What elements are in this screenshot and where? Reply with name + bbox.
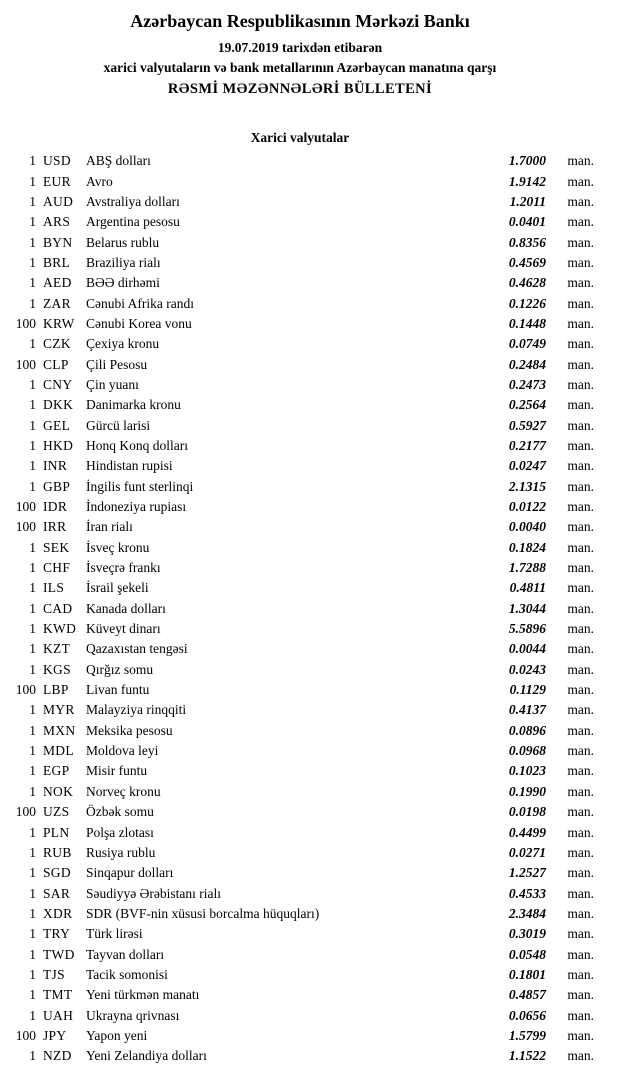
table-row [6,314,594,334]
row-currency-code: TRY [43,926,71,942]
row-rate-value: 1.9142 [508,173,546,189]
row-currency-code: NZD [43,1048,72,1064]
row-currency-name: Norveç kronu [86,783,161,799]
row-currency-code: SAR [43,885,71,901]
row-quantity: 1 [29,824,36,840]
row-unit-label: man. [567,193,594,209]
row-currency-name: Gürcü larisi [86,417,151,433]
row-unit-label: man. [567,580,594,596]
effective-date: 19.07.2019 tarixdən etibarən [217,40,383,55]
table-row [6,171,594,191]
row-unit-label: man. [567,987,594,1003]
row-currency-code: BYN [43,234,73,250]
row-quantity: 1 [29,153,36,169]
row-unit-label: man. [567,458,594,474]
row-rate-value: 1.3044 [508,600,546,616]
row-unit-label: man. [567,682,594,698]
row-rate-value: 1.2527 [508,865,546,881]
row-unit-label: man. [567,661,594,677]
row-rate-value: 0.0401 [508,214,546,230]
row-unit-label: man. [567,621,594,637]
row-currency-name: Yapon yeni [86,1027,148,1043]
row-currency-code: SGD [43,865,71,881]
row-unit-label: man. [567,437,594,453]
row-rate-value: 0.0656 [508,1007,546,1023]
row-currency-code: MYR [43,702,75,718]
row-unit-label: man. [567,702,594,718]
row-unit-label: man. [567,824,594,840]
row-currency-name: Çexiya kronu [86,336,160,352]
row-currency-name: Argentina pesosu [86,214,180,230]
bulletin-subtitle: xarici valyutaların və bank metallarının Azərbaycan manatına qarşı [103,60,497,75]
row-currency-code: XDR [43,905,73,921]
table-row [6,639,594,659]
table-row [6,863,594,883]
row-unit-label: man. [567,905,594,921]
row-unit-label: man. [567,397,594,413]
row-quantity: 1 [29,722,36,738]
table-row [6,232,594,252]
row-rate-value: 0.2177 [508,437,546,453]
row-unit-label: man. [567,926,594,942]
row-quantity: 1 [29,926,36,942]
row-rate-value: 0.0040 [508,519,546,535]
row-rate-value: 0.0271 [508,844,546,860]
row-unit-label: man. [567,1048,594,1064]
table-row [6,253,594,273]
row-currency-code: RUB [43,844,72,860]
row-quantity: 1 [29,234,36,250]
table-row [6,436,594,456]
table-row [6,1005,594,1025]
row-currency-name: ABŞ dolları [86,153,151,169]
bulletin-title: RƏSMİ MƏZƏNNƏLƏRİ BÜLLETENİ [167,81,433,97]
table-row [6,660,594,680]
table-row [6,680,594,700]
table-row [6,883,594,903]
row-quantity: 100 [15,682,36,698]
row-quantity: 1 [29,458,36,474]
row-currency-name: Polşa zlotası [86,824,154,840]
row-unit-label: man. [567,519,594,535]
row-currency-code: EUR [43,173,71,189]
row-quantity: 1 [29,580,36,596]
row-quantity: 1 [29,702,36,718]
row-rate-value: 0.4569 [508,254,546,270]
row-currency-name: Avro [86,173,113,189]
table-row [6,843,594,863]
row-currency-code: ZAR [43,295,71,311]
row-quantity: 1 [29,275,36,291]
table-row [6,334,594,354]
row-quantity: 1 [29,193,36,209]
row-rate-value: 1.7288 [508,560,546,576]
row-currency-code: IRR [43,519,67,535]
row-unit-label: man. [567,315,594,331]
table-row [6,558,594,578]
row-unit-label: man. [567,214,594,230]
row-unit-label: man. [567,722,594,738]
row-quantity: 1 [29,336,36,352]
row-rate-value: 0.4811 [509,580,546,596]
row-quantity: 1 [29,885,36,901]
row-currency-code: CHF [43,560,71,576]
row-quantity: 100 [15,1027,36,1043]
row-currency-code: DKK [43,397,74,413]
row-quantity: 1 [29,844,36,860]
section-title: Xarici valyutalar [250,130,350,145]
row-currency-name: İran rialı [86,519,133,535]
row-rate-value: 0.1448 [508,315,546,331]
row-currency-name: Hindistan rupisi [86,458,173,474]
row-currency-code: UZS [43,804,70,820]
row-currency-name: İndoneziya rupiası [86,499,187,515]
table-row [6,924,594,944]
row-unit-label: man. [567,743,594,759]
row-quantity: 1 [29,397,36,413]
table-row [6,985,594,1005]
row-currency-code: EGP [43,763,70,779]
row-unit-label: man. [567,254,594,270]
row-currency-code: GEL [43,417,71,433]
row-currency-name: Ukrayna qrivnası [86,1007,180,1023]
row-currency-name: Moldova leyi [86,743,159,759]
row-currency-code: CZK [43,336,71,352]
row-unit-label: man. [567,966,594,982]
row-rate-value: 2.1315 [508,478,546,494]
row-rate-value: 1.1522 [508,1048,546,1064]
table-row [6,741,594,761]
row-currency-code: KRW [43,315,75,331]
row-rate-value: 0.2484 [508,356,546,372]
row-unit-label: man. [567,478,594,494]
row-currency-code: HKD [43,437,74,453]
row-rate-value: 0.1990 [508,783,546,799]
row-currency-name: Çin yuanı [86,376,139,392]
table-row [6,538,594,558]
row-quantity: 1 [29,1048,36,1064]
row-currency-name: Yeni Zelandiya dolları [86,1048,207,1064]
row-currency-code: LBP [43,682,69,698]
row-currency-code: AED [43,275,72,291]
row-rate-value: 1.2011 [509,193,546,209]
row-currency-code: INR [43,458,68,474]
row-currency-code: PLN [43,824,70,840]
row-currency-code: KWD [43,621,77,637]
row-rate-value: 0.2473 [508,376,546,392]
table-row [6,273,594,293]
row-rate-value: 0.4499 [508,824,546,840]
table-row [6,761,594,781]
row-currency-name: Cənubi Korea vonu [86,315,192,331]
table-row [6,517,594,537]
table-row [6,354,594,374]
row-rate-value: 0.1801 [508,966,546,982]
table-row [6,456,594,476]
row-currency-code: ILS [43,580,65,596]
row-unit-label: man. [567,1007,594,1023]
row-unit-label: man. [567,946,594,962]
row-unit-label: man. [567,173,594,189]
row-rate-value: 0.1023 [508,763,546,779]
row-quantity: 1 [29,966,36,982]
rates-table [6,151,594,1066]
row-currency-code: USD [43,153,71,169]
row-rate-value: 0.0968 [508,743,546,759]
row-quantity: 100 [15,519,36,535]
row-currency-name: Tayvan dolları [86,946,165,962]
row-currency-name: Livan funtu [86,682,150,698]
table-row [6,700,594,720]
row-quantity: 1 [29,478,36,494]
table-row [6,395,594,415]
row-quantity: 1 [29,376,36,392]
row-currency-code: TJS [43,966,65,982]
row-unit-label: man. [567,804,594,820]
row-currency-name: Çili Pesosu [86,356,148,372]
row-rate-value: 0.4137 [508,702,546,718]
row-unit-label: man. [567,763,594,779]
row-currency-name: BƏƏ dirhəmi [86,275,160,291]
row-currency-code: KZT [43,641,71,657]
row-rate-value: 0.0749 [508,336,546,352]
table-row [6,822,594,842]
page-title: Azərbaycan Respublikasının Mərkəzi Bankı [130,11,470,31]
row-currency-name: Honq Konq dolları [86,437,188,453]
table-row [6,904,594,924]
row-quantity: 1 [29,661,36,677]
table-row [6,578,594,598]
table-row [6,802,594,822]
table-row [6,415,594,435]
table-row [6,782,594,802]
row-unit-label: man. [567,560,594,576]
row-currency-code: ARS [43,214,71,230]
row-rate-value: 0.1824 [508,539,546,555]
row-currency-code: TWD [43,946,75,962]
row-currency-name: İngilis funt sterlinqi [86,478,194,494]
row-unit-label: man. [567,885,594,901]
row-currency-code: GBP [43,478,71,494]
row-currency-name: Belarus rublu [86,234,160,250]
row-quantity: 1 [29,417,36,433]
row-unit-label: man. [567,600,594,616]
row-unit-label: man. [567,356,594,372]
row-rate-value: 0.1129 [509,682,546,698]
row-unit-label: man. [567,336,594,352]
row-quantity: 1 [29,173,36,189]
row-rate-value: 1.5799 [508,1027,546,1043]
row-rate-value: 0.4628 [508,275,546,291]
table-row [6,192,594,212]
row-currency-code: SEK [43,539,70,555]
table-row [6,212,594,232]
row-currency-name: Malayziya rinqqiti [86,702,187,718]
row-unit-label: man. [567,783,594,799]
row-currency-name: Özbək somu [86,804,154,820]
row-currency-name: Türk lirəsi [86,926,143,942]
row-unit-label: man. [567,153,594,169]
row-currency-code: JPY [43,1027,67,1043]
table-row [6,619,594,639]
row-rate-value: 0.1226 [508,295,546,311]
row-currency-name: Sinqapur dolları [86,865,174,881]
row-currency-name: Küveyt dinarı [86,621,161,637]
row-quantity: 1 [29,621,36,637]
row-currency-code: BRL [43,254,71,270]
table-row [6,599,594,619]
row-currency-name: Danimarka kronu [86,397,181,413]
row-currency-name: İsveçrə frankı [86,560,161,576]
row-quantity: 1 [29,560,36,576]
row-currency-name: Səudiyyə Ərəbistanı rialı [86,885,221,901]
table-row [6,375,594,395]
row-unit-label: man. [567,234,594,250]
row-rate-value: 0.0896 [508,722,546,738]
row-rate-value: 2.3484 [508,905,546,921]
row-currency-code: UAH [43,1007,74,1023]
row-unit-label: man. [567,844,594,860]
row-unit-label: man. [567,641,594,657]
row-unit-label: man. [567,865,594,881]
row-quantity: 100 [15,499,36,515]
row-quantity: 1 [29,214,36,230]
row-currency-code: IDR [43,499,68,515]
row-quantity: 1 [29,1007,36,1023]
row-rate-value: 0.0243 [508,661,546,677]
row-currency-code: CLP [43,356,69,372]
row-currency-name: Cənubi Afrika randı [86,295,194,311]
row-currency-name: İsveç kronu [86,539,150,555]
row-rate-value: 0.5927 [508,417,546,433]
row-currency-name: Kanada dolları [86,600,166,616]
row-unit-label: man. [567,275,594,291]
row-currency-name: Avstraliya dolları [86,193,180,209]
row-currency-name: Tacik somonisi [86,966,168,982]
row-currency-name: Misir funtu [86,763,148,779]
row-quantity: 100 [15,804,36,820]
row-quantity: 1 [29,946,36,962]
row-unit-label: man. [567,376,594,392]
table-row [6,151,594,171]
row-unit-label: man. [567,417,594,433]
table-row [6,497,594,517]
row-quantity: 100 [15,356,36,372]
row-currency-code: AUD [43,193,74,209]
row-currency-name: Qırğız somu [86,661,154,677]
row-currency-code: TMT [43,987,73,1003]
table-row [6,1026,594,1046]
table-row [6,293,594,313]
row-quantity: 1 [29,295,36,311]
row-currency-name: Rusiya rublu [86,844,156,860]
row-quantity: 1 [29,763,36,779]
row-quantity: 1 [29,865,36,881]
row-quantity: 100 [15,315,36,331]
row-quantity: 1 [29,743,36,759]
table-row [6,965,594,985]
row-quantity: 1 [29,437,36,453]
row-quantity: 1 [29,254,36,270]
row-currency-name: Braziliya rialı [86,254,161,270]
row-unit-label: man. [567,295,594,311]
row-currency-code: KGS [43,661,71,677]
row-currency-code: MXN [43,722,76,738]
row-currency-code: CAD [43,600,73,616]
row-currency-name: İsrail şekeli [86,580,149,596]
row-rate-value: 0.0548 [508,946,546,962]
row-quantity: 1 [29,539,36,555]
row-rate-value: 0.4533 [508,885,546,901]
table-row [6,1046,594,1066]
table-row [6,477,594,497]
row-rate-value: 0.0247 [508,458,546,474]
row-currency-name: Yeni türkmən manatı [86,987,200,1003]
row-currency-code: NOK [43,783,74,799]
table-row [6,944,594,964]
row-quantity: 1 [29,600,36,616]
row-rate-value: 0.8356 [508,234,546,250]
row-currency-name: Qazaxıstan tengəsi [86,641,188,657]
row-currency-name: SDR (BVF-nin xüsusi borcalma hüquqları) [86,905,320,921]
row-unit-label: man. [567,539,594,555]
row-quantity: 1 [29,905,36,921]
row-rate-value: 0.0122 [508,499,546,515]
row-rate-value: 0.2564 [508,397,546,413]
row-currency-code: MDL [43,743,74,759]
row-rate-value: 1.7000 [508,153,546,169]
row-rate-value: 0.4857 [508,987,546,1003]
row-unit-label: man. [567,499,594,515]
row-unit-label: man. [567,1027,594,1043]
row-rate-value: 0.0044 [508,641,546,657]
row-currency-code: CNY [43,376,73,392]
row-quantity: 1 [29,783,36,799]
row-rate-value: 0.3019 [508,926,546,942]
row-quantity: 1 [29,641,36,657]
table-row [6,721,594,741]
row-rate-value: 5.5896 [508,621,546,637]
row-currency-name: Meksika pesosu [86,722,173,738]
row-rate-value: 0.0198 [508,804,546,820]
row-quantity: 1 [29,987,36,1003]
